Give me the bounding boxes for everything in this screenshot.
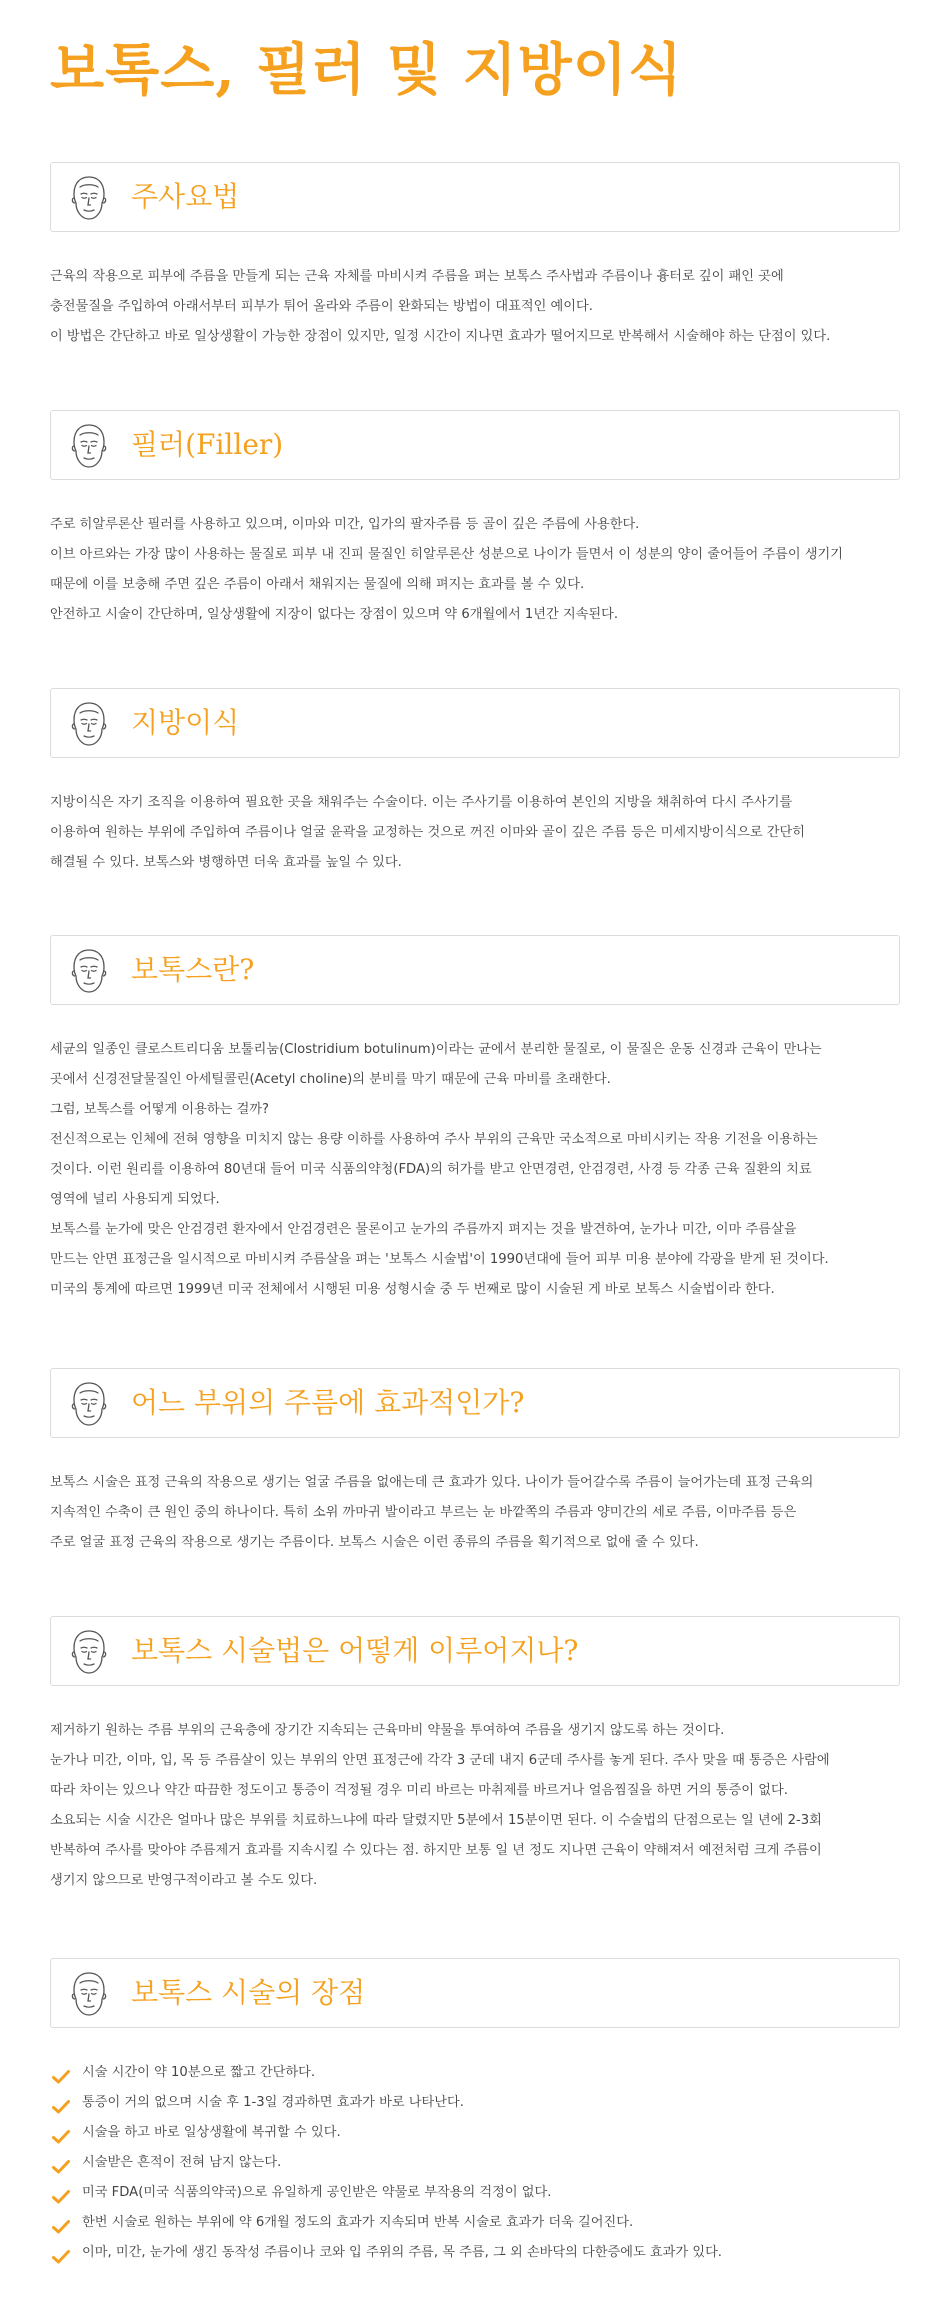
- list-item: [50, 2118, 930, 2148]
- body-text-line: 이 방법은 간단하고 바로 일상생활이 가능한 장점이 있지만, 일정 시간이 지나면 효과가 떨어지므로 반복해서 시술해야 하는 단점이 있다.: [50, 329, 831, 344]
- section: [50, 1368, 900, 1550]
- body-text-line: 제거하기 원하는 주름 부위의 근육층에 장기간 지속되는 근육마비 약물을 투여하여 주름을 생기지 않도록 하는 것이다.: [50, 1723, 725, 1738]
- body-text-line: 눈가나 미간, 이마, 입, 목 등 주름살이 있는 부위의 안면 표정근에 각각 3 군데 내지 6군데 주사를 놓게 된다. 주사 맞을 때 통증은 사람에: [50, 1753, 830, 1768]
- checkmark-icon: [52, 2186, 70, 2200]
- section: [50, 410, 900, 622]
- body-text-line: 전신적으로는 인체에 전혀 영향을 미치지 않는 용량 이하를 사용하여 주사 부위의 근육만 국소적으로 마비시키는 작용 기전을 이용하는: [50, 1132, 818, 1147]
- list-item-text: 한번 시술로 원하는 부위에 약 6개월 정도의 효과가 지속되며 반복 시술로 효과가 더욱 길어진다.: [82, 2215, 634, 2230]
- body-text-line: 세균의 일종인 클로스트리디움 보툴리눔(Clostridium botulinum)이라는 균에서 분리한 물질로, 이 물질은 운동 신경과 근육이 만나는: [50, 1042, 822, 1057]
- list-item-text: 통증이 거의 없으며 시술 후 1-3일 경과하면 효과가 바로 나타난다.: [82, 2095, 464, 2110]
- body-text-line: 안전하고 시술이 간단하며, 일상생활에 지장이 없다는 장점이 있으며 약 6개월에서 1년간 지속된다.: [50, 607, 619, 622]
- body-text-line: 따라 차이는 있으나 약간 따끔한 정도이고 통증이 걱정될 경우 미리 바르는 마취제를 바르거나 얼음찜질을 하면 거의 통증이 없다.: [50, 1783, 788, 1798]
- list-item-text: 시술받은 흔적이 전혀 남지 않는다.: [82, 2155, 282, 2170]
- list-item-text: 이마, 미간, 눈가에 생긴 동작성 주름이나 코와 입 주위의 주름, 목 주름, 그 외 손바닥의 다한증에도 효과가 있다.: [82, 2245, 723, 2260]
- list-item-text: 시술 시간이 약 10분으로 짧고 간단하다.: [82, 2065, 316, 2080]
- body-text-line: 충전물질을 주입하여 아래서부터 피부가 튀어 올라와 주름이 완화되는 방법이 대표적인 예이다.: [50, 299, 593, 314]
- list-item: [50, 2238, 930, 2268]
- section-body: [50, 1716, 930, 1896]
- body-text-line: 때문에 이를 보충해 주면 깊은 주름이 아래서 채워지는 물질에 의해 펴지는 효과를 볼 수 있다.: [50, 577, 585, 592]
- section-title: 어느 부위의 주름에 효과적인가?: [131, 1386, 525, 1419]
- section-header: [50, 688, 900, 758]
- body-text-line: 근육의 작용으로 피부에 주름을 만들게 되는 근육 자체를 마비시켜 주름을 펴는 보톡스 주사법과 주름이나 흉터로 깊이 패인 곳에: [50, 269, 784, 284]
- section-title: 지방이식: [131, 706, 240, 739]
- section: [50, 1616, 900, 1888]
- body-text-line: 이브 아르와는 가장 많이 사용하는 물질로 피부 내 진피 물질인 히알루론산 성분으로 나이가 들면서 이 성분의 양이 줄어들어 주름이 생기기: [50, 547, 844, 562]
- face-icon: [66, 1628, 112, 1676]
- checkmark-icon: [52, 2216, 70, 2230]
- body-text-line: 반복하여 주사를 맞아야 주름제거 효과를 지속시킬 수 있다는 점. 하지만 보통 일 년 정도 지나면 근육이 약해져서 예전처럼 크게 주름이: [50, 1843, 822, 1858]
- list-item-text: 시술을 하고 바로 일상생활에 복귀할 수 있다.: [82, 2125, 341, 2140]
- body-text-line: 보톡스 시술은 표정 근육의 작용으로 생기는 얼굴 주름을 없애는데 큰 효과가 있다. 나이가 들어갈수록 주름이 늘어가는데 표정 근육의: [50, 1475, 814, 1490]
- list-item: [50, 2088, 930, 2118]
- face-icon: [66, 1380, 112, 1428]
- body-text-line: 그럼, 보톡스를 어떻게 이용하는 걸까?: [50, 1102, 270, 1117]
- face-icon: [66, 174, 112, 222]
- body-text-line: 것이다. 이런 원리를 이용하여 80년대 들어 미국 식품의약청(FDA)의 허가를 받고 안면경련, 안검경련, 사경 등 각종 근육 질환의 치료: [50, 1162, 812, 1177]
- body-text-line: 이용하여 원하는 부위에 주입하여 주름이나 얼굴 윤곽을 교정하는 것으로 꺼진 이마와 골이 깊은 주름 등은 미세지방이식으로 간단히: [50, 825, 805, 840]
- checkmark-icon: [52, 2096, 70, 2110]
- section: [50, 1958, 900, 2260]
- body-text-line: 영역에 널리 사용되게 되었다.: [50, 1192, 220, 1207]
- list-item: [50, 2208, 930, 2238]
- section-header: [50, 1368, 900, 1438]
- section-header: [50, 1958, 900, 2028]
- face-icon: [66, 422, 112, 470]
- section-body: [50, 788, 930, 878]
- list-item: [50, 2058, 930, 2088]
- body-text-line: 보톡스를 눈가에 맞은 안검경련 환자에서 안검경련은 물론이고 눈가의 주름까지 펴지는 것을 발견하여, 눈가나 미간, 이마 주름살을: [50, 1222, 797, 1237]
- section-body: [50, 2058, 930, 2268]
- section-header: [50, 410, 900, 480]
- body-text-line: 곳에서 신경전달물질인 아세틸콜린(Acetyl choline)의 분비를 막기 때문에 근육 마비를 초래한다.: [50, 1072, 611, 1087]
- body-text-line: 소요되는 시술 시간은 얼마나 많은 부위를 치료하느냐에 따라 달렸지만 5분에서 15분이면 된다. 이 수술법의 단점으로는 일 년에 2-3회: [50, 1813, 822, 1828]
- body-text-line: 생기지 않으므로 반영구적이라고 볼 수도 있다.: [50, 1873, 318, 1888]
- face-icon: [66, 947, 112, 995]
- section-title: 필러(Filler): [131, 428, 284, 461]
- checkmark-icon: [52, 2156, 70, 2170]
- list-item: [50, 2148, 930, 2178]
- section-title: 보톡스 시술의 장점: [131, 1976, 366, 2009]
- body-text-line: 주로 히알루론산 필러를 사용하고 있으며, 이마와 미간, 입가의 팔자주름 등 골이 깊은 주름에 사용한다.: [50, 517, 640, 532]
- section: [50, 162, 900, 344]
- section: [50, 688, 900, 870]
- section-title: 주사요법: [131, 180, 240, 213]
- benefits-list: [50, 2058, 930, 2268]
- section-title: 보톡스 시술법은 어떻게 이루어지나?: [131, 1634, 579, 1667]
- body-text-line: 미국의 통계에 따르면 1999년 미국 전체에서 시행된 미용 성형시술 중 두 번째로 많이 시술된 게 바로 보톡스 시술법이라 한다.: [50, 1282, 775, 1297]
- section-header: [50, 935, 900, 1005]
- face-icon: [66, 700, 112, 748]
- section-body: [50, 262, 930, 352]
- body-text-line: 지속적인 수축이 큰 원인 중의 하나이다. 특히 소위 까마귀 발이라고 부르는 눈 바깥쪽의 주름과 양미간의 세로 주름, 이마주름 등은: [50, 1505, 797, 1520]
- page-title: 보톡스, 필러 및 지방이식: [50, 37, 683, 103]
- section-body: [50, 510, 930, 630]
- checkmark-icon: [52, 2066, 70, 2080]
- list-item: [50, 2178, 930, 2208]
- section-body: [50, 1035, 930, 1305]
- body-text-line: 해결될 수 있다. 보톡스와 병행하면 더욱 효과를 높일 수 있다.: [50, 855, 402, 870]
- body-text-line: 주로 얼굴 표정 근육의 작용으로 생기는 주름이다. 보톡스 시술은 이런 종류의 주름을 획기적으로 없애 줄 수 있다.: [50, 1535, 699, 1550]
- list-item-text: 미국 FDA(미국 식품의약국)으로 유일하게 공인받은 약물로 부작용의 걱정이 없다.: [82, 2185, 552, 2200]
- section-header: [50, 162, 900, 232]
- section: [50, 935, 900, 1297]
- checkmark-icon: [52, 2246, 70, 2260]
- section-header: [50, 1616, 900, 1686]
- section-body: [50, 1468, 930, 1558]
- checkmark-icon: [52, 2126, 70, 2140]
- face-icon: [66, 1970, 112, 2018]
- section-title: 보톡스란?: [131, 953, 255, 986]
- body-text-line: 만드는 안면 표정근을 일시적으로 마비시켜 주름살을 펴는 '보톡스 시술법'이 1990년대에 들어 피부 미용 분야에 각광을 받게 된 것이다.: [50, 1252, 829, 1267]
- body-text-line: 지방이식은 자기 조직을 이용하여 필요한 곳을 채워주는 수술이다. 이는 주사기를 이용하여 본인의 지방을 채취하여 다시 주사기를: [50, 795, 793, 810]
